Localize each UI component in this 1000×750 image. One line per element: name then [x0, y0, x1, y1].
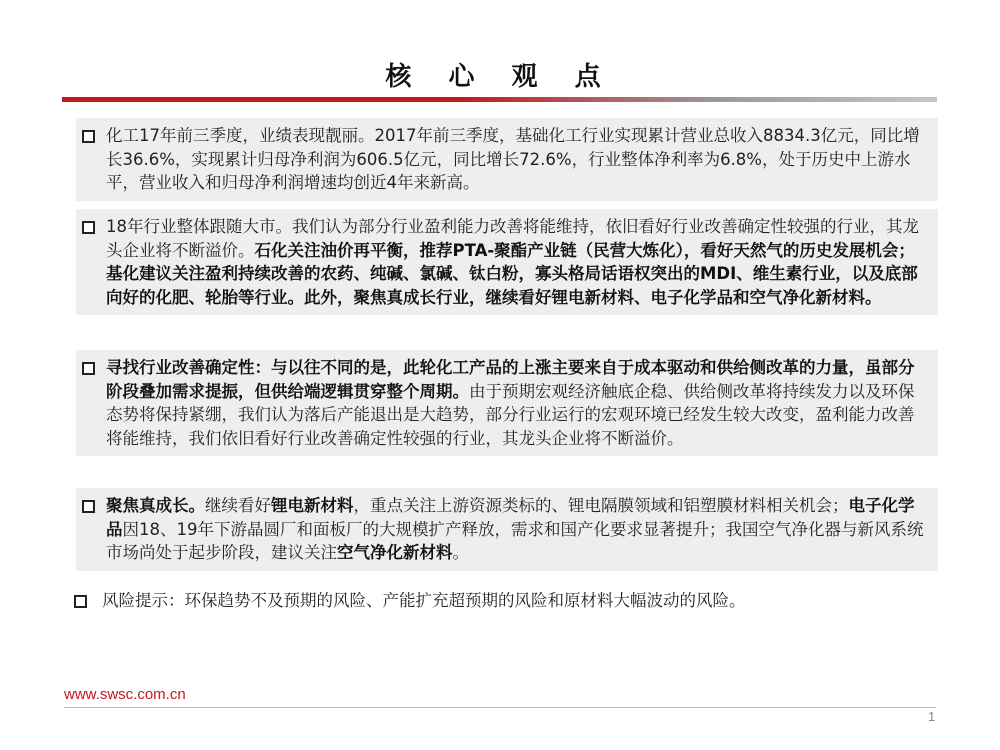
- risk-block: [58, 583, 920, 619]
- point-4-bold-lithium: 锂电新材料: [271, 496, 354, 515]
- point-4-bold-electronic: 电子化学品: [106, 496, 915, 539]
- point-3-bold-text: 寻找行业改善确定性：与以往不同的是，此轮化工产品的上涨主要来自于成本驱动和供给侧改革的力量，虽部分阶段叠加需求提振，但供给端逻辑贯穿整个周期。: [106, 358, 915, 401]
- title-underline: [62, 97, 937, 102]
- risk-text: 风险提示：环保趋势不及预期的风险、产能扩充超预期的风险和原材料大幅波动的风险。: [102, 591, 746, 610]
- point-1-block: [76, 118, 938, 201]
- hollow-square-bullet-icon: [82, 221, 95, 234]
- point-4-text-b: ，重点关注上游资源类标的、锂电隔膜领域和铝塑膜材料相关机会；: [353, 496, 849, 515]
- point-4-text-a: 继续看好: [205, 496, 271, 515]
- point-2-block: [76, 209, 938, 315]
- point-2-text: 18年行业整体跟随大市。我们认为部分行业盈利能力改善将能维持，依旧看好行业改善确定性较强的行业，其龙头企业将不断溢价。: [106, 217, 919, 260]
- hollow-square-bullet-icon: [82, 362, 95, 375]
- point-4-text-c: 因18、19年下游晶圆厂和面板厂的大规模扩产释放，需求和国产化要求显著提升；我国空气净化器与新风系统市场尚处于起步阶段，建议关注: [106, 519, 924, 562]
- hollow-square-bullet-icon: [74, 595, 87, 608]
- point-4-text-d: 。: [452, 543, 469, 562]
- point-4-bold-air: 空气净化新材料: [337, 543, 453, 562]
- footer-divider: [64, 707, 936, 708]
- hollow-square-bullet-icon: [82, 130, 95, 143]
- point-1-text: 化工17年前三季度，业绩表现靓丽。2017年前三季度，基础化工行业实现累计营业总收入8834.3亿元，同比增长36.6%，实现累计归母净利润为606.5亿元，同比增长72.6%，行业整体净利率为6.8%，处于历史中上游水平，营业收入和归母净利润增速均创近4年来新高。: [106, 126, 920, 192]
- point-3-block: [76, 350, 938, 456]
- point-2-bold-text: 石化关注油价再平衡，推荐PTA-聚酯产业链（民营大炼化），看好天然气的历史发展机会；基化建议关注盈利持续改善的农药、纯碱、氯碱、钛白粉，寡头格局话语权突出的MDI、维生素行业，以及底部向好的化肥、轮胎等行业。此外，聚焦真成长行业，继续看好锂电新材料、电子化学品和空气净化新材料。: [106, 240, 918, 307]
- footer-website-url[interactable]: www.swsc.com.cn: [64, 686, 186, 703]
- slide-title: 核 心 观 点: [385, 62, 615, 92]
- page-number: 1: [928, 709, 936, 724]
- point-4-bold-lead: 聚焦真成长。: [106, 496, 205, 515]
- point-4-block: [76, 488, 938, 571]
- hollow-square-bullet-icon: [82, 500, 95, 513]
- point-3-text: 由于预期宏观经济触底企稳、供给侧改革将持续发力以及环保态势将保持紧绷，我们认为落后产能退出是大趋势，部分行业运行的宏观环境已经发生较大改变，盈利能力改善将能维持，我们依旧看好行业改善确定性较强的行业，其龙头企业将不断溢价。: [106, 381, 915, 448]
